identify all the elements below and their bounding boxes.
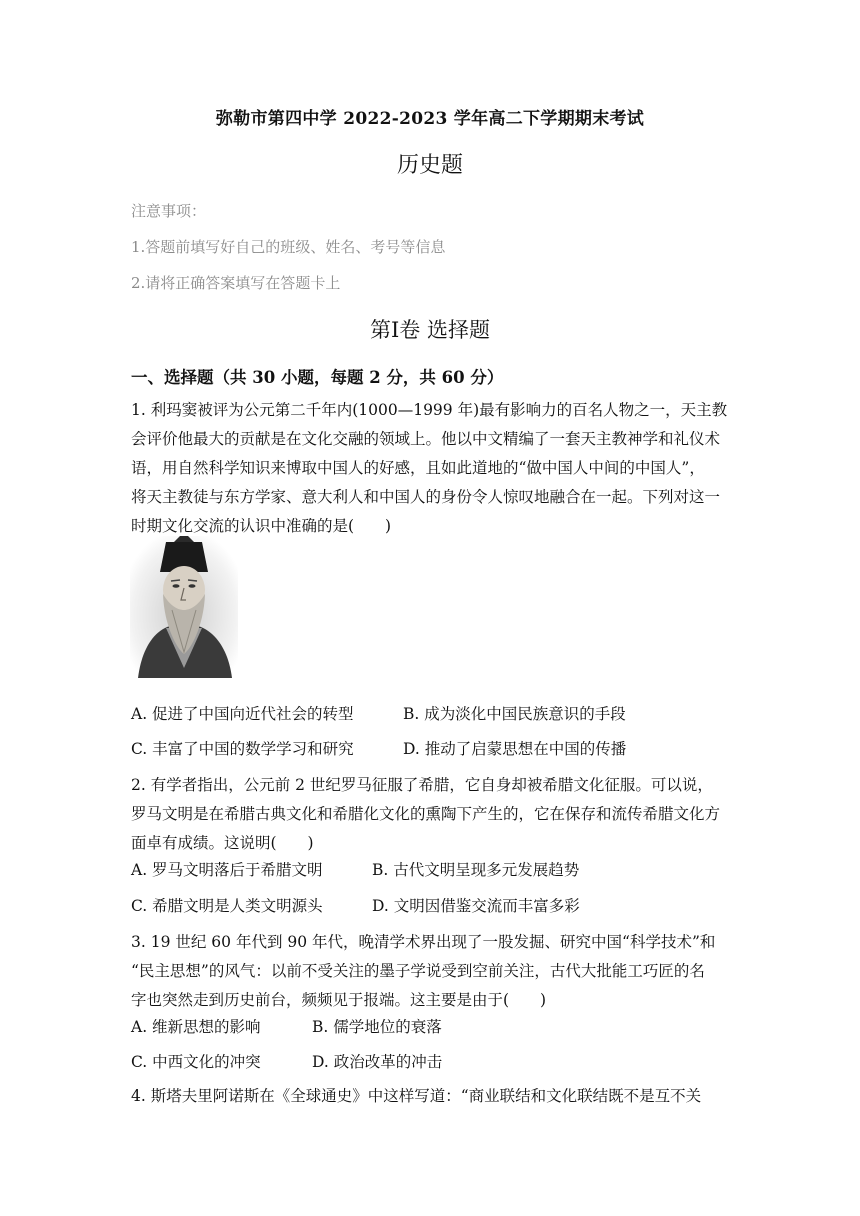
option-b: B. 儒学地位的衰落 bbox=[312, 1018, 442, 1036]
question-1-stem bbox=[131, 396, 731, 541]
question-line: “民主思想”的风气：以前不受关注的墨子学说受到空前关注，古代大批能工巧匠的名 bbox=[131, 962, 705, 980]
question-4-stem bbox=[131, 1082, 731, 1111]
option-a: A. 罗马文明落后于希腊文明 bbox=[131, 861, 323, 879]
option-d: D. 政治改革的冲击 bbox=[312, 1053, 443, 1071]
question-2-stem bbox=[131, 771, 731, 858]
question-line: 将天主教徒与东方学家、意大利人和中国人的身份令人惊叹地融合在一起。下列对这一 bbox=[131, 488, 721, 506]
question-line: 2. 有学者指出，公元前 2 世纪罗马征服了希腊，它自身却被希腊文化征服。可以说， bbox=[131, 776, 713, 794]
part-heading: 一、选择题（共 30 小题，每题 2 分，共 60 分） bbox=[131, 368, 504, 387]
question-line: 3. 19 世纪 60 年代到 90 年代，晚清学术界出现了一股发掘、研究中国“科学技术”和 bbox=[131, 933, 716, 951]
option-a: A. 促进了中国向近代社会的转型 bbox=[131, 705, 354, 723]
option-c: C. 中西文化的冲突 bbox=[131, 1053, 261, 1071]
notice-heading: 注意事项： bbox=[131, 202, 207, 220]
section-title: 第Ⅰ卷 选择题 bbox=[370, 318, 490, 342]
question-3-stem bbox=[131, 928, 731, 1015]
notice-item: 1.答题前填写好自己的班级、姓名、考号等信息 bbox=[131, 238, 446, 256]
question-line: 字也突然走到历史前台，频频见于报端。这主要是由于( ) bbox=[131, 991, 547, 1009]
question-line: 罗马文明是在希腊古典文化和希腊化文化的熏陶下产生的，它在保存和流传希腊文化方 bbox=[131, 805, 721, 823]
exam-title: 弥勒市第四中学 2022-2023 学年高二下学期期末考试 bbox=[215, 109, 645, 129]
question-line: 面卓有成绩。这说明( ) bbox=[131, 834, 314, 852]
question-line: 时期文化交流的认识中准确的是( ) bbox=[131, 517, 392, 535]
option-a: A. 维新思想的影响 bbox=[131, 1018, 261, 1036]
question-line: 语，用自然科学知识来博取中国人的好感，且如此道地的“做中国人中间的中国人”， bbox=[131, 459, 705, 477]
question-line: 4. 斯塔夫里阿诺斯在《全球通史》中这样写道：“商业联结和文化联结既不是互不关 bbox=[131, 1087, 702, 1105]
option-d: D. 推动了启蒙思想在中国的传播 bbox=[403, 740, 627, 758]
option-b: B. 古代文明呈现多元发展趋势 bbox=[372, 861, 580, 879]
matteo-ricci-portrait bbox=[130, 536, 238, 678]
option-c: C. 希腊文明是人类文明源头 bbox=[131, 897, 323, 915]
question-line: 1. 利玛窦被评为公元第二千年内(1000—1999 年)最有影响力的百名人物之一，天主教 bbox=[131, 401, 728, 419]
option-b: B. 成为淡化中国民族意识的手段 bbox=[403, 705, 626, 723]
question-line: 会评价他最大的贡献是在文化交融的领域上。他以中文精编了一套天主教神学和礼仪术 bbox=[131, 430, 721, 448]
option-c: C. 丰富了中国的数学学习和研究 bbox=[131, 740, 354, 758]
option-d: D. 文明因借鉴交流而丰富多彩 bbox=[372, 897, 580, 915]
notice-item: 2.请将正确答案填写在答题卡上 bbox=[131, 274, 341, 292]
subject-title: 历史题 bbox=[396, 153, 463, 178]
